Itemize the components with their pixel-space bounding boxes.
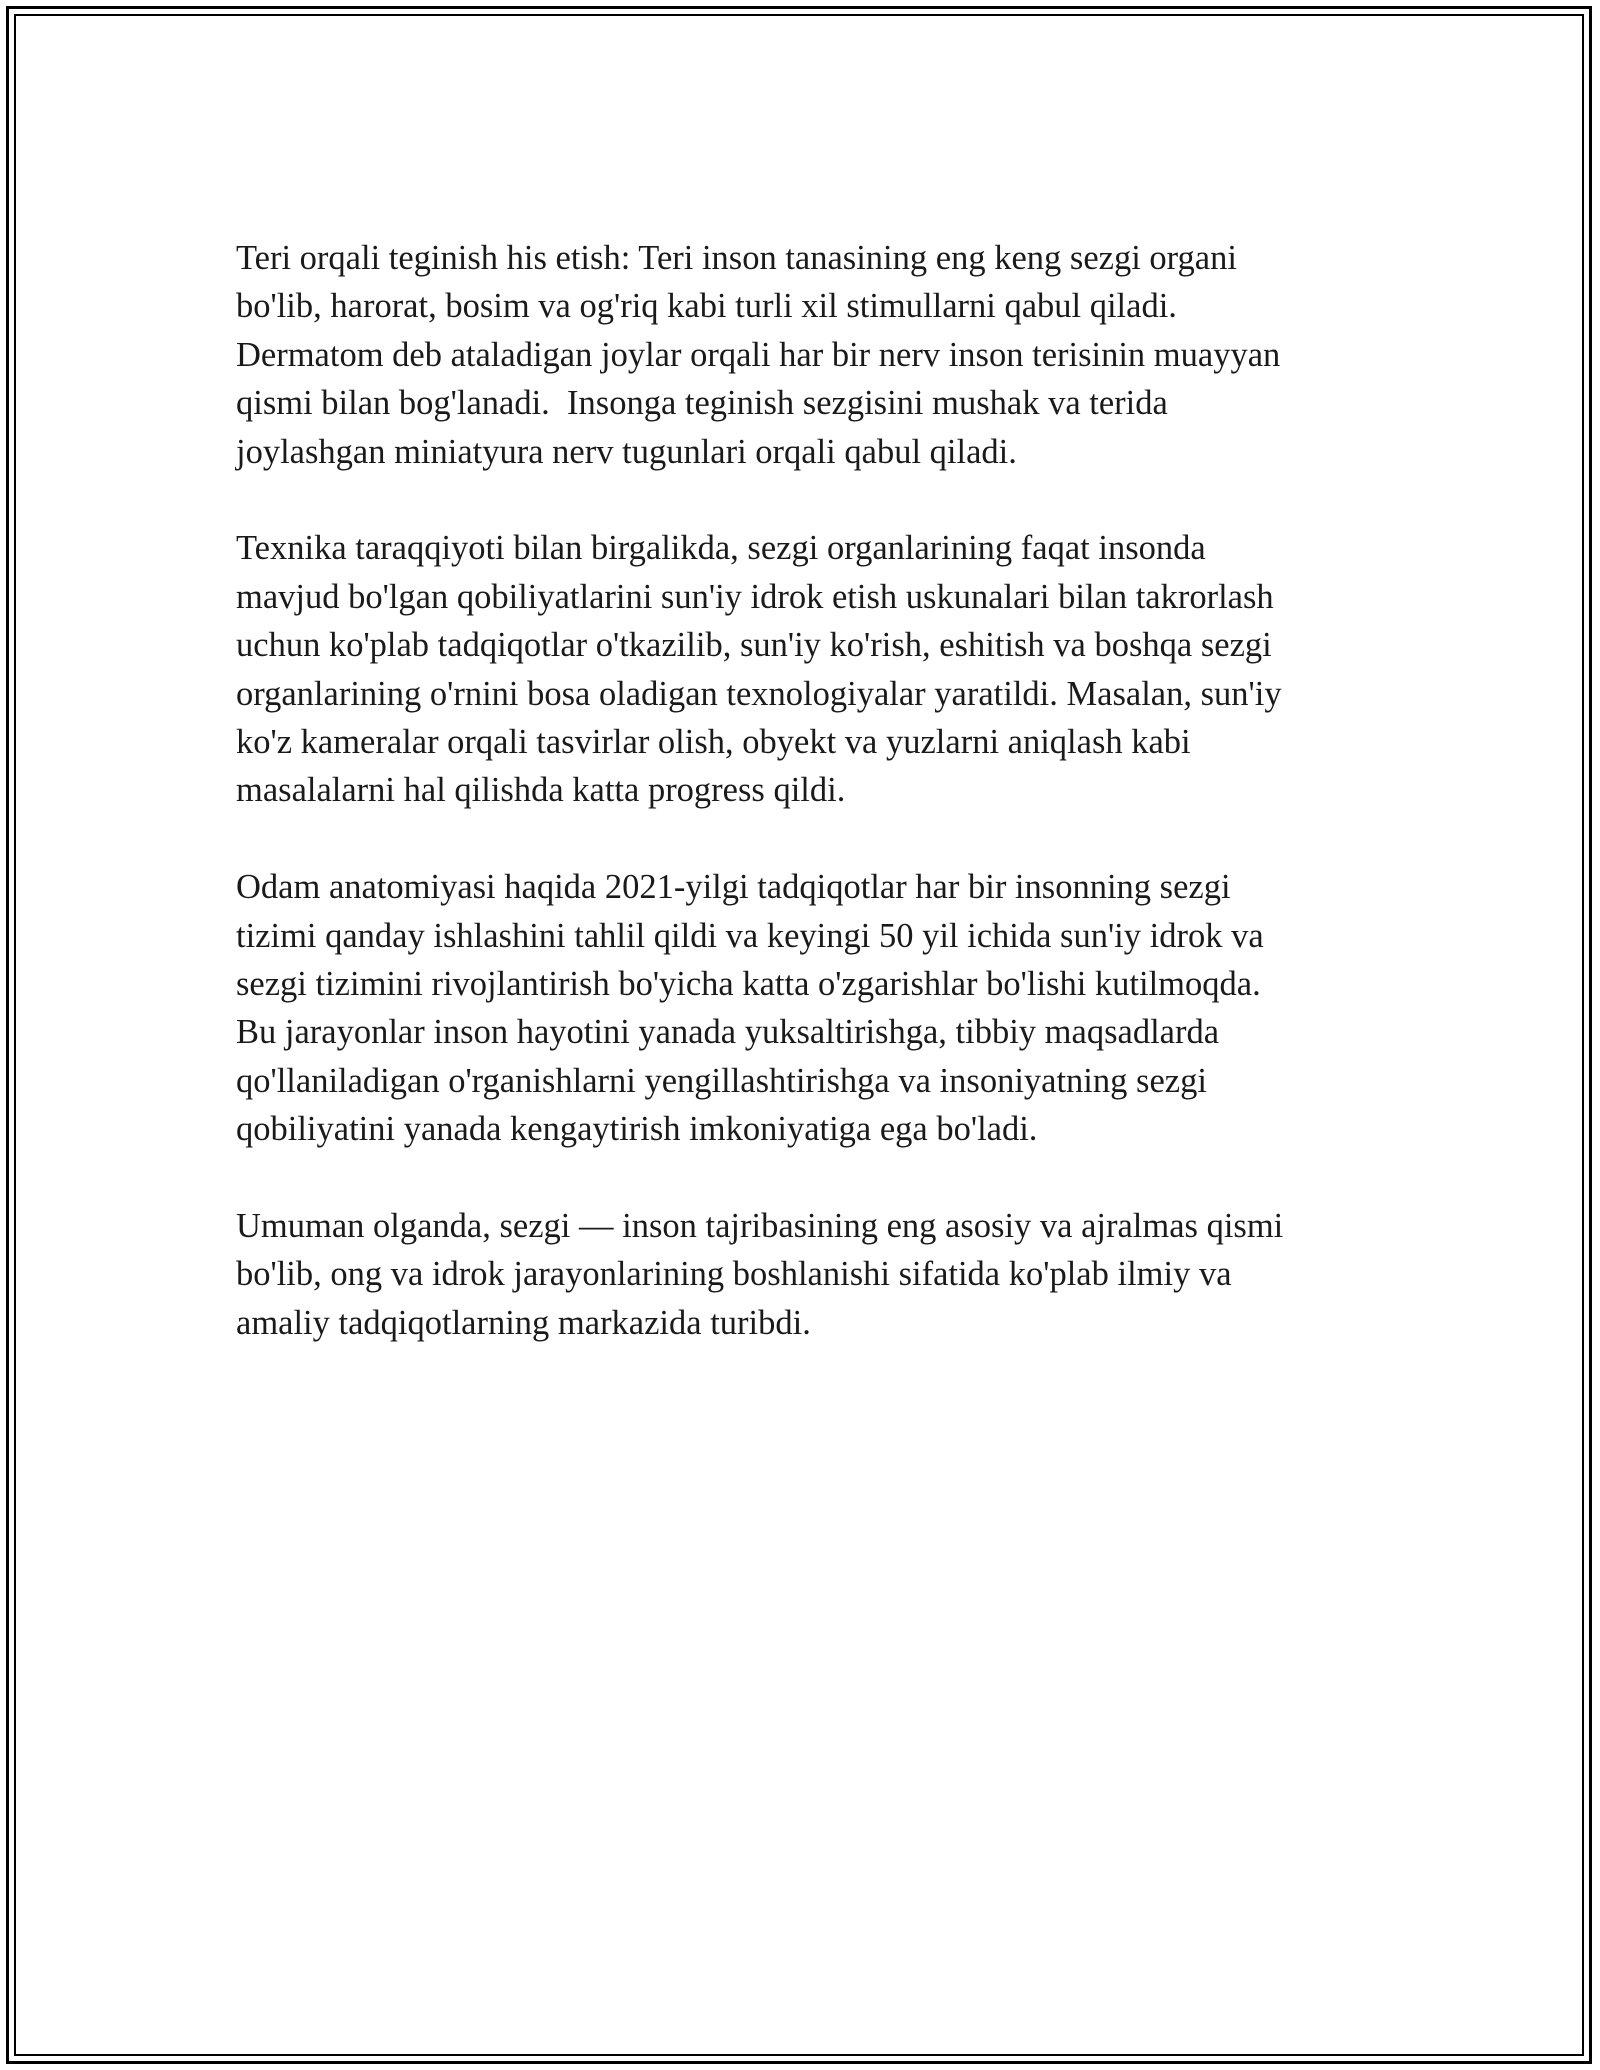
paragraph-line: Teri orqali teginish his etish: Teri inson tanasining eng keng sezgi organi xyxy=(236,239,1237,277)
paragraph-line: joylashgan miniatyura nerv tugunlari orqali qabul qiladi. xyxy=(236,432,1017,471)
paragraph-line: bo'lib, ong va idrok jarayonlarining boshlanishi sifatida ko'plab ilmiy va xyxy=(236,1255,1232,1294)
paragraph-line: qobiliyatini yanada kengaytirish imkoniyatiga ega bo'ladi. xyxy=(236,1110,1038,1149)
paragraph-line: organlarining o'rnini bosa oladigan texnologiyalar yaratildi. Masalan, sun'iy xyxy=(236,674,1282,713)
paragraph-line: amaliy tadqiqotlarning markazida turibdi. xyxy=(236,1303,811,1342)
paragraph-line: qismi bilan bog'lanadi. Insonga teginish sezgisini mushak va terida xyxy=(236,384,1168,423)
paragraph-line: Bu jarayonlar inson hayotini yanada yuksaltirishga, tibbiy maqsadlarda xyxy=(236,1013,1220,1052)
paragraph-conclusion xyxy=(236,1202,1366,1347)
paragraph-line: Dermatom deb ataladigan joylar orqali har bir nerv inson terisinin muayyan xyxy=(236,335,1281,374)
paragraph-line: tizimi qanday ishlashini tahlil qildi va keyingi 50 yil ichida sun'iy idrok va xyxy=(236,916,1264,955)
paragraph-line: bo'lib, harorat, bosim va og'riq kabi turli xil stimullarni qabul qiladi. xyxy=(236,287,1177,326)
paragraph-line: qo'llaniladigan o'rganishlarni yengillashtirishga va insoniyatning sezgi xyxy=(236,1061,1207,1100)
paragraph-anatomy-research xyxy=(236,863,1366,1153)
paragraph-line: Umuman olganda, sezgi — inson tajribasining eng asosiy va ajralmas qismi xyxy=(236,1207,1284,1246)
document-body xyxy=(236,234,1366,1396)
paragraph-line: uchun ko'plab tadqiqotlar o'tkazilib, sun'iy ko'rish, eshitish va boshqa sezgi xyxy=(236,626,1272,665)
paragraph-touch xyxy=(236,234,1366,476)
paragraph-line: mavjud bo'lgan qobiliyatlarini sun'iy idrok etish uskunalari bilan takrorlash xyxy=(236,577,1274,616)
paragraph-technology xyxy=(236,524,1366,814)
paragraph-line: sezgi tizimini rivojlantirish bo'yicha katta o'zgarishlar bo'lishi kutilmoqda. xyxy=(236,965,1261,1004)
paragraph-line: Texnika taraqqiyoti bilan birgalikda, sezgi organlarining faqat insonda xyxy=(236,529,1206,568)
paragraph-line: Odam anatomiyasi haqida 2021-yilgi tadqiqotlar har bir insonning sezgi xyxy=(236,868,1231,907)
paragraph-line: ko'z kameralar orqali tasvirlar olish, obyekt va yuzlarni aniqlash kabi xyxy=(236,723,1191,762)
paragraph-line: masalalarni hal qilishda katta progress qildi. xyxy=(236,771,846,810)
